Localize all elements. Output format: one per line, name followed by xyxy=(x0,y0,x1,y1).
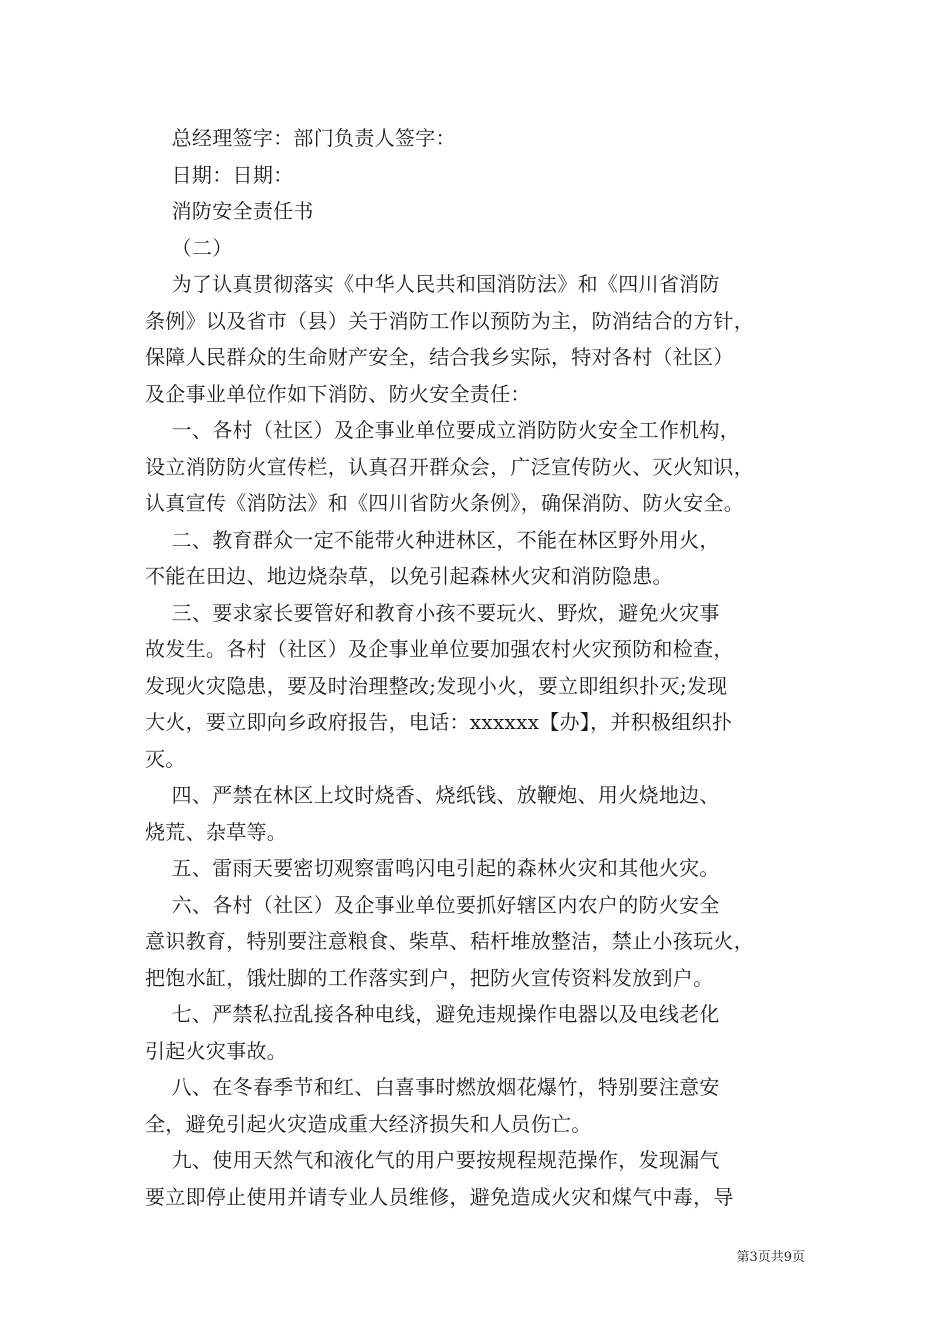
text-line: 意识教育，特别要注意粮食、柴草、秸杆堆放整洁，禁止小孩玩火， xyxy=(145,929,754,953)
text-line: 全，避免引起火灾造成重大经济损失和人员伤亡。 xyxy=(145,1111,592,1136)
text-line: 大火，要立即向乡政府报告，电话：xxxxxx【办】，并积极组织扑 xyxy=(145,710,733,734)
text-line: 发现火灾隐患，要及时治理整改;发现小火，要立即组织扑灭;发现 xyxy=(145,673,728,698)
text-line: 不能在田边、地边烧杂草，以免引起森林火灾和消防隐患。 xyxy=(145,564,673,588)
text-line: 日期：日期： xyxy=(145,162,294,187)
text-line: 一、各村（社区）及企事业单位要成立消防防火安全工作机构， xyxy=(145,418,741,442)
text-line: 消防安全责任书 xyxy=(145,199,314,223)
text-line: 八、在冬春季节和红、白喜事时燃放烟花爆竹，特别要注意安 xyxy=(145,1075,720,1099)
text-line: 九、使用天然气和液化气的用户要按规程规范操作，发现漏气 xyxy=(145,1148,720,1172)
text-line: 认真宣传《消防法》和《四川省防火条例》，确保消防、防火安全。 xyxy=(145,491,744,515)
text-line: 四、严禁在林区上坟时烧香、烧纸钱、放鞭炮、用火烧地边、 xyxy=(145,783,720,807)
text-line: 保障人民群众的生命财产安全，结合我乡实际，特对各村（社区） xyxy=(145,345,734,369)
text-line: 六、各村（社区）及企事业单位要抓好辖区内农户的防火安全 xyxy=(145,892,720,917)
text-line: 烧荒、杂草等。 xyxy=(145,819,288,844)
text-line: 设立消防防火宣传栏，认真召开群众会，广泛宣传防火、灭火知识， xyxy=(145,454,754,479)
text-line: （二） xyxy=(145,235,233,260)
text-line: 二、教育群众一定不能带火种进林区，不能在林区野外用火， xyxy=(145,527,720,552)
document-body xyxy=(145,120,810,1215)
text-line: 三、要求家长要管好和教育小孩不要玩火、野炊，避免火灾事 xyxy=(145,600,720,625)
text-line: 总经理签字：部门负责人签字： xyxy=(145,126,456,150)
text-line: 故发生。各村（社区）及企事业单位要加强农村火灾预防和检查， xyxy=(145,637,734,661)
text-line: 七、严禁私拉乱接各种电线，避免违规操作电器以及电线老化 xyxy=(145,1002,720,1026)
text-line: 五、雷雨天要密切观察雷鸣闪电引起的森林火灾和其他火灾。 xyxy=(145,856,720,880)
text-line: 及企事业单位作如下消防、防火安全责任： xyxy=(145,381,531,406)
text-line: 把饱水缸，饿灶脚的工作落实到户，把防火宣传资料发放到户。 xyxy=(145,965,714,990)
text-line: 要立即停止使用并请专业人员维修，避免造成火灾和煤气中毒，导 xyxy=(145,1184,734,1209)
page-number-footer: 第3页共9页 xyxy=(736,1250,805,1265)
text-line: 条例》以及省市（县）关于消防工作以预防为主，防消结合的方针， xyxy=(145,308,754,333)
text-line: 灭。 xyxy=(145,746,186,771)
text-line: 为了认真贯彻落实《中华人民共和国消防法》和《四川省消防 xyxy=(145,272,720,296)
text-line: 引起火灾事故。 xyxy=(145,1038,288,1063)
